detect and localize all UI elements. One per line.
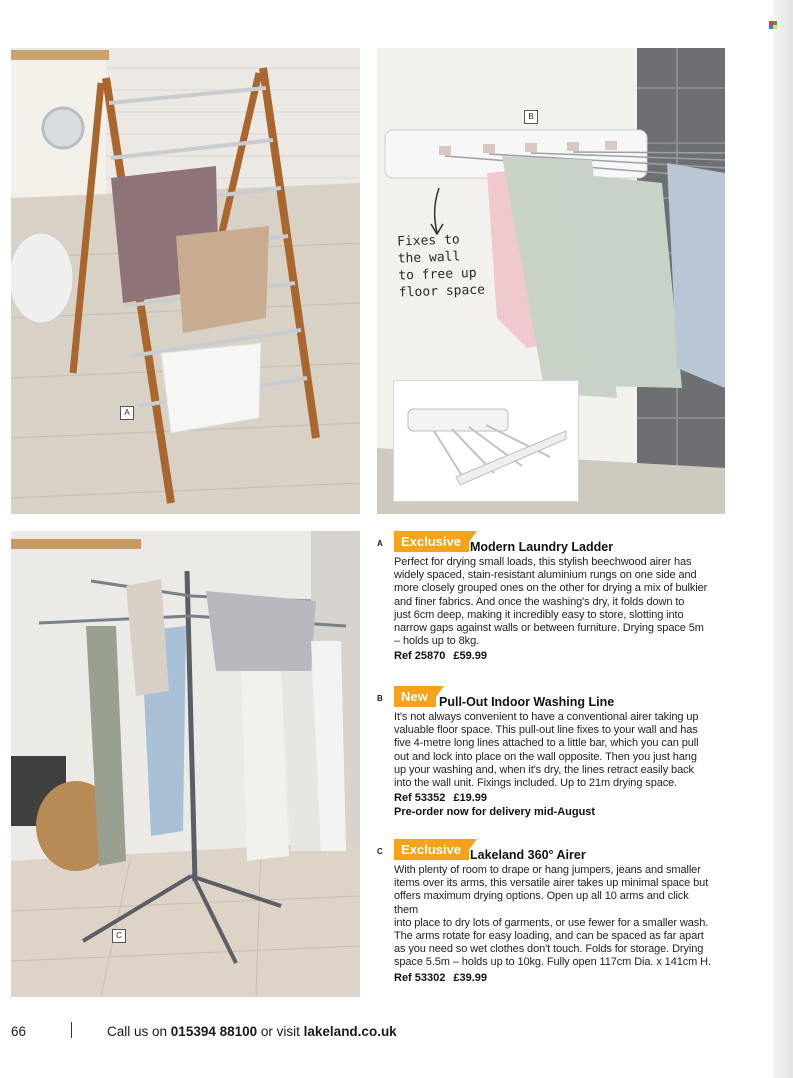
- product-letter: A: [377, 539, 383, 548]
- product-description: [394, 711, 712, 790]
- description-line: just 6cm deep, making it incredibly easy to store, slotting into: [394, 608, 684, 621]
- product-price: £59.99: [453, 650, 488, 663]
- description-line: The arms rotate for easy loading, and can be spaced as far apart: [394, 930, 704, 943]
- product-title: Pull-Out Indoor Washing Line: [439, 695, 615, 709]
- description-line: widely spaced, stain-resistant aluminium rungs on one side and: [394, 569, 697, 582]
- handwritten-note: [397, 230, 489, 301]
- product-ref: Ref 25870: [394, 650, 446, 663]
- note-line: floor space: [398, 282, 486, 301]
- product-washing-line: [377, 686, 712, 818]
- note-line: the wall: [397, 249, 461, 267]
- product-description: [394, 556, 712, 648]
- footer-contact: [107, 1024, 397, 1039]
- product-ref-price: [394, 972, 712, 984]
- page-number: 66: [11, 1024, 27, 1039]
- description-line: into place to dry lots of garments, or use fewer for a smaller wash.: [394, 916, 709, 929]
- description-line: offers maximum drying options. Open up all 10 arms and click them: [394, 890, 689, 916]
- product-letter: C: [377, 847, 383, 856]
- description-line: It's not always convenient to have a conventional airer taking up: [394, 711, 699, 723]
- inset-product-image: [393, 380, 579, 502]
- description-line: space 5.5m – holds up to 10kg. Fully open 117cm Dia. x 141cm H.: [394, 956, 711, 969]
- product-title: Modern Laundry Ladder: [470, 540, 614, 554]
- photo-laundry-ladder: [11, 48, 360, 514]
- description-line: Perfect for drying small loads, this stylish beechwood airer has: [394, 556, 692, 568]
- note-line: to free up: [398, 265, 477, 284]
- exclusive-badge: Exclusive: [394, 839, 469, 860]
- product-360-airer: [377, 839, 712, 984]
- new-badge: New: [394, 686, 436, 707]
- description-line: With plenty of room to drape or hang jumpers, jeans and smaller: [394, 864, 701, 876]
- preorder-note: Pre-order now for delivery mid-August: [394, 806, 596, 819]
- product-price: £19.99: [453, 792, 488, 805]
- footer-divider: [71, 1022, 72, 1038]
- visit-text: or visit: [257, 1024, 304, 1039]
- product-ref: Ref 53352: [394, 792, 446, 805]
- description-line: into the wall unit. Fixings included. Up to 21m drying space.: [394, 777, 678, 790]
- photo-tag-c: C: [112, 929, 126, 943]
- product-laundry-ladder: [377, 531, 712, 662]
- product-ref-price: [394, 650, 712, 662]
- product-description: [394, 864, 712, 970]
- photo-360-airer: [11, 531, 360, 997]
- description-line: – holds up to 8kg.: [394, 635, 480, 648]
- description-line: up your washing and, when it's dry, the lines retract easily back: [394, 763, 694, 776]
- exclusive-badge: Exclusive: [394, 531, 469, 552]
- product-ref: Ref 53302: [394, 971, 446, 984]
- photo-tag-a: A: [120, 406, 134, 420]
- description-line: narrow gaps against walls or between furniture. Drying space 5m: [394, 622, 704, 635]
- page-footer: [11, 1024, 751, 1044]
- description-line: out and lock into place on the wall opposite. Then you just hang: [394, 750, 697, 763]
- page-edge-shadow: [773, 0, 793, 1078]
- description-line: items over its arms, this versatile airer takes up minimal space but: [394, 877, 709, 890]
- brand-mark-icon: [769, 21, 777, 29]
- description-line: five 4-metre long lines attached to a little bar, which you can pull: [394, 737, 699, 750]
- description-line: as you need so wet clothes don't touch. Folds for storage. Drying: [394, 943, 704, 956]
- product-title: Lakeland 360° Airer: [470, 848, 586, 862]
- photo-tag-b: B: [524, 110, 538, 124]
- website-link[interactable]: lakeland.co.uk: [303, 1024, 397, 1039]
- note-line: Fixes to: [396, 232, 460, 250]
- description-line: valuable floor space. This pull-out line fixes to your wall and has: [394, 724, 698, 737]
- call-text: Call us on: [107, 1024, 171, 1039]
- phone-number[interactable]: 015394 88100: [170, 1024, 258, 1039]
- description-line: and finer fabrics. And once the washing's dry, it folds down to: [394, 595, 685, 608]
- product-price: £39.99: [453, 971, 488, 984]
- product-ref-price: [394, 792, 712, 804]
- product-letter: B: [377, 694, 383, 703]
- description-line: more closely grouped ones on the other for drying a mix of bulkier: [394, 582, 708, 595]
